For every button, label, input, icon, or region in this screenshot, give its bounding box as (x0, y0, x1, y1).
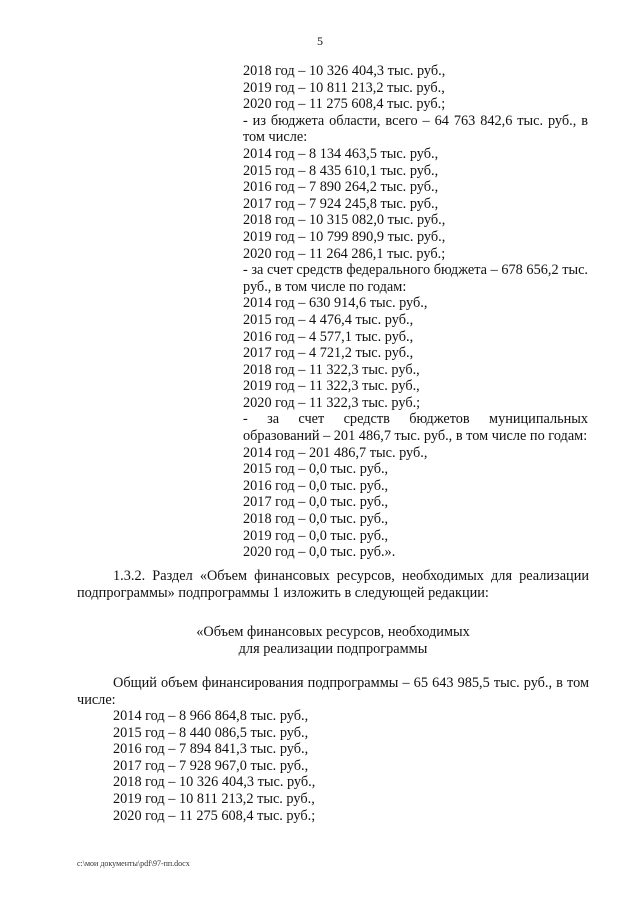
block-line: 2015 год – 4 476,4 тыс. руб., (243, 311, 414, 328)
block-line: 2019 год – 10 799 890,9 тыс. руб., (243, 228, 446, 245)
block-line: 2015 год – 8 435 610,1 тыс. руб., (243, 162, 439, 179)
block-line: 2017 год – 4 721,2 тыс. руб., (243, 345, 414, 362)
block-line: 2018 год – 0,0 тыс. руб., (243, 511, 389, 528)
footer-file-path: c:\мои документы\pdf\97-пп.docx (77, 859, 190, 868)
section-heading-line: «Объем финансовых ресурсов, необходимых (196, 624, 470, 640)
block-line: 2016 год – 0,0 тыс. руб., (243, 477, 389, 494)
block-line: 2020 год – 0,0 тыс. руб.». (243, 544, 396, 561)
page-number: 5 (317, 34, 323, 48)
block-line: 2014 год – 630 914,6 тыс. руб., (243, 295, 428, 312)
paragraph-amendment-text: 1.3.2. Раздел «Объем финансовых ресурсов, необходимых для реализации подпрограммы» подпрограммы 1 изложить в следующей редакции: (77, 568, 589, 601)
block-line-municipal-budget: - за счет средств бюджетов муниципальных образований – 201 486,7 тыс. руб., в том числе по годам: (243, 411, 588, 445)
year-list-item: 2015 год – 8 440 086,5 тыс. руб., (113, 724, 309, 741)
year-list-item: 2018 год – 10 326 404,3 тыс. руб., (113, 774, 316, 791)
paragraph-total-funding (77, 675, 589, 708)
block-line: 2017 год – 0,0 тыс. руб., (243, 494, 389, 511)
section-heading (77, 624, 589, 657)
block-line: 2020 год – 11 264 286,1 тыс. руб.; (243, 245, 446, 262)
funding-sources-block (243, 63, 588, 561)
block-line: 2019 год – 10 811 213,2 тыс. руб., (243, 79, 445, 96)
block-line: 2017 год – 7 924 245,8 тыс. руб., (243, 195, 439, 212)
block-line: 2016 год – 7 890 264,2 тыс. руб., (243, 179, 439, 196)
year-list-item: 2020 год – 11 275 608,4 тыс. руб.; (113, 807, 316, 824)
block-line: 2018 год – 11 322,3 тыс. руб., (243, 361, 420, 378)
block-line-regional-budget: - из бюджета области, всего – 64 763 842,6 тыс. руб., в том числе: (243, 112, 588, 146)
block-line: 2015 год – 0,0 тыс. руб., (243, 461, 389, 478)
year-list-item: 2019 год – 10 811 213,2 тыс. руб., (113, 790, 315, 807)
block-line: 2014 год – 8 134 463,5 тыс. руб., (243, 145, 439, 162)
block-line: 2018 год – 10 315 082,0 тыс. руб., (243, 212, 446, 229)
block-line: 2019 год – 0,0 тыс. руб., (243, 527, 389, 544)
block-line: 2020 год – 11 322,3 тыс. руб.; (243, 394, 421, 411)
block-line: 2020 год – 11 275 608,4 тыс. руб.; (243, 96, 446, 113)
block-line: 2014 год – 201 486,7 тыс. руб., (243, 444, 428, 461)
block-line-federal-budget: - за счет средств федерального бюджета – 678 656,2 тыс. руб., в том числе по годам: (243, 262, 588, 295)
paragraph-total-funding-text: Общий объем финансирования подпрограммы – 65 643 985,5 тыс. руб., в том числе: (77, 675, 589, 708)
year-list-item: 2017 год – 7 928 967,0 тыс. руб., (113, 757, 309, 774)
block-line: 2019 год – 11 322,3 тыс. руб., (243, 378, 420, 395)
block-line: 2016 год – 4 577,1 тыс. руб., (243, 328, 414, 345)
year-list-item: 2016 год – 7 894 841,3 тыс. руб., (113, 741, 309, 758)
paragraph-amendment (77, 568, 589, 601)
year-list-item: 2014 год – 8 966 864,8 тыс. руб., (113, 708, 309, 724)
year-list (113, 708, 413, 824)
section-heading-line: для реализации подпрограммы (238, 640, 428, 657)
block-line: 2018 год – 10 326 404,3 тыс. руб., (243, 63, 446, 79)
